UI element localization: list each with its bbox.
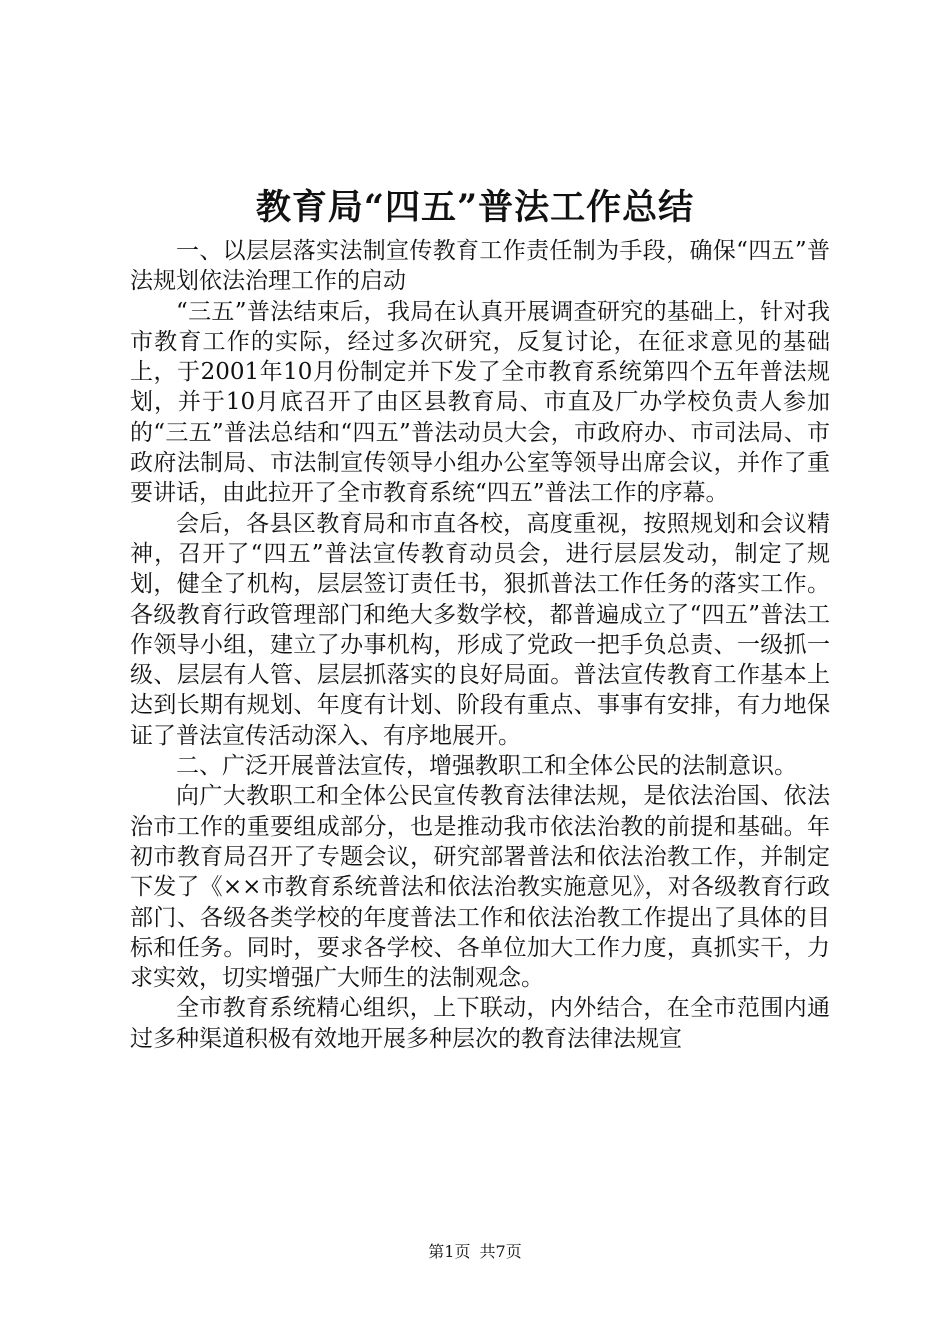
paragraph-section-heading: 一、以层层落实法制宣传教育工作责任制为手段，确保“四五”普法规划依法治理工作的启动	[130, 238, 830, 295]
page-footer	[0, 1242, 950, 1262]
document-body	[130, 236, 830, 1054]
page-number: 第1页	[428, 1242, 471, 1261]
paragraph: 全市教育系统精心组织，上下联动，内外结合，在全市范围内通过多种渠道积极有效地开展多种层次的教育法律法规宣	[130, 995, 830, 1052]
paragraph-section-heading: 二、广泛开展普法宣传，增强教职工和全体公民的法制意识。	[176, 753, 797, 780]
document-title: 教育局“四五”普法工作总结	[255, 187, 695, 228]
page-total: 共7页	[479, 1242, 522, 1261]
paragraph: 会后，各县区教育局和市直各校，高度重视，按照规划和会议精神，召开了“四五”普法宣传教育动员会，进行层层发动，制定了规划，健全了机构，层层签订责任书，狠抓普法工作任务的落实工作。各级教育行政管理部门和绝大多数学校，都普遍成立了“四五”普法工作领导小组，建立了办事机构，形成了党政一把手负总责、一级抓一级、层层有人管、层层抓落实的良好局面。普法宣传教育工作基本上达到长期有规划、年度有计划、阶段有重点、事事有安排，有力地保证了普法宣传活动深入、有序地展开。	[130, 510, 830, 749]
paragraph: 向广大教职工和全体公民宣传教育法律法规，是依法治国、依法治市工作的重要组成部分，也是推动我市依法治教的前提和基础。年初市教育局召开了专题会议，研究部署普法和依法治教工作，并制定下发了《××市教育系统普法和依法治教实施意见》，对各级教育行政部门、各级各类学校的年度普法工作和依法治教工作提出了具体的目标和任务。同时，要求各学校、各单位加大工作力度，真抓实干，力求实效，切实增强广大师生的法制观念。	[130, 783, 830, 992]
paragraph: “三五”普法结束后，我局在认真开展调查研究的基础上，针对我市教育工作的实际，经过多次研究，反复讨论，在征求意见的基础上，于2001年10月份制定并下发了全市教育系统第四个五年普法规划，并于10月底召开了由区县教育局、市直及厂办学校负责人参加的“三五”普法总结和“四五”普法动员大会，市政府办、市司法局、市政府法制局、市法制宣传领导小组办公室等领导出席会议，并作了重要讲话，由此拉开了全市教育系统“四五”普法工作的序幕。	[130, 298, 830, 507]
